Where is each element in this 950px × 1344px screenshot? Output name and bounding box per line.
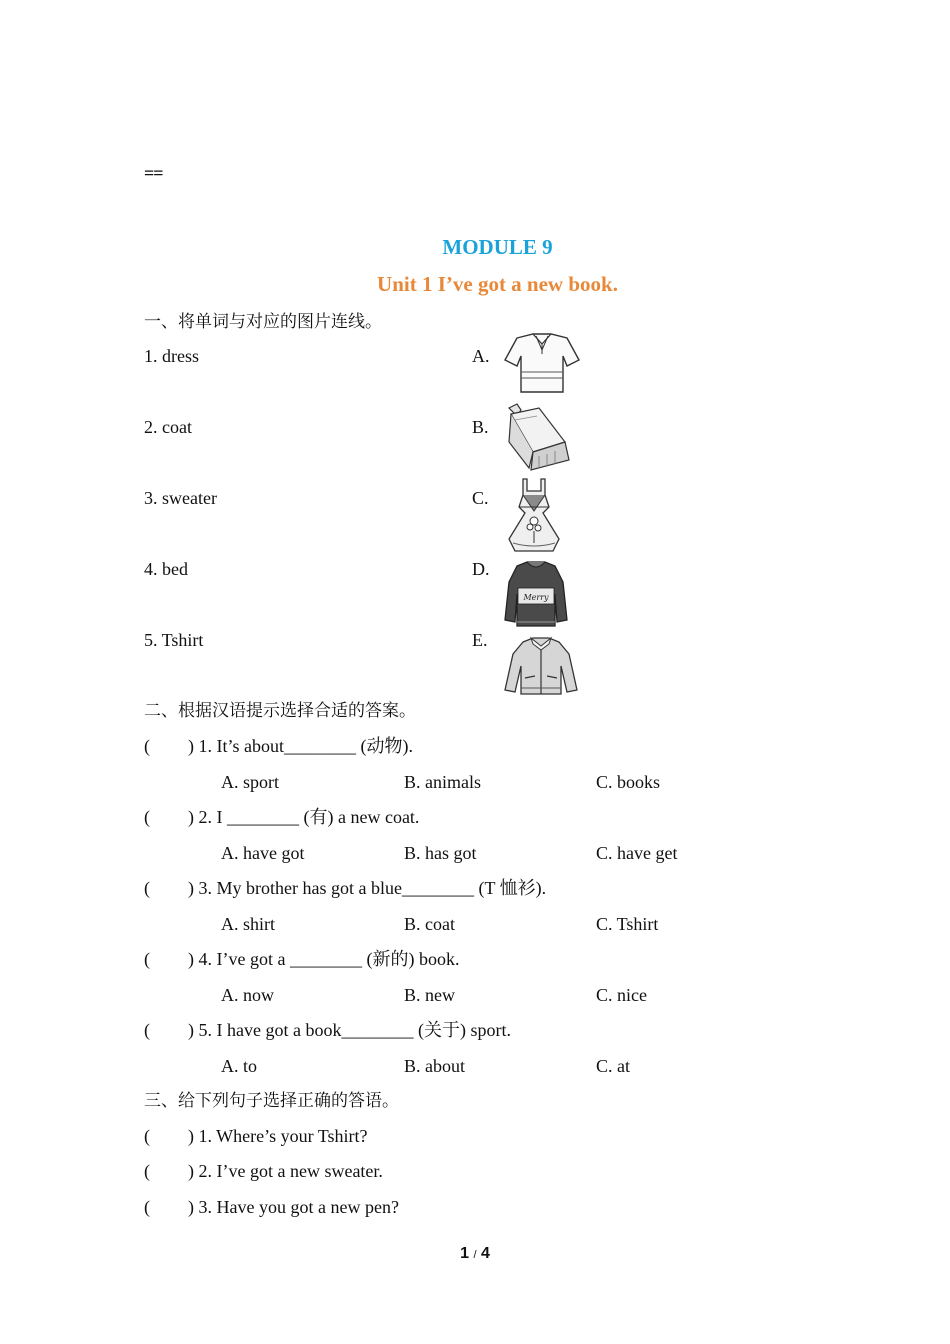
- match-letter-a: A.: [472, 346, 490, 366]
- answer-paren: (: [144, 1161, 150, 1181]
- match-letter-b: B.: [472, 417, 489, 437]
- question-text: ) 1. Where’s your Tshirt?: [188, 1126, 368, 1146]
- page-number: [0, 1243, 950, 1266]
- option-b: B. about: [404, 1056, 465, 1076]
- question-text: ) 2. I ________ (有) a new coat.: [188, 807, 420, 827]
- question-text: ) 3. My brother has got a blue________ (T 恤衫).: [188, 878, 547, 898]
- match-word-1: 1. dress: [144, 346, 199, 366]
- match-word-4: 4. bed: [144, 559, 188, 579]
- module-title: MODULE 9: [442, 235, 553, 259]
- section1-heading: 一、将单词与对应的图片连线。: [144, 312, 382, 332]
- option-c: C. nice: [596, 985, 647, 1005]
- match-word-2: 2. coat: [144, 417, 192, 437]
- page-separator: /: [473, 1249, 477, 1261]
- option-b: B. new: [404, 985, 455, 1005]
- option-c: C. at: [596, 1056, 630, 1076]
- page-current: 1: [460, 1245, 470, 1262]
- tshirt-picture: [503, 332, 581, 396]
- dress-picture: [503, 477, 565, 555]
- match-letter-d: D.: [472, 559, 490, 579]
- section2-heading: 二、根据汉语提示选择合适的答案。: [144, 701, 416, 721]
- question-text: ) 1. It’s about________ (动物).: [188, 736, 413, 756]
- match-word-5: 5. Tshirt: [144, 630, 204, 650]
- unit-title: Unit 1 I’ve got a new book.: [377, 272, 618, 296]
- option-a: A. shirt: [221, 914, 275, 934]
- answer-paren: (: [144, 1020, 150, 1040]
- question-text: ) 5. I have got a book________ (关于) sport.: [188, 1020, 511, 1040]
- option-c: C. have get: [596, 843, 678, 863]
- coat-picture: [503, 636, 579, 698]
- answer-paren: (: [144, 878, 150, 898]
- section3-heading: 三、给下列句子选择正确的答语。: [144, 1091, 399, 1111]
- answer-paren: (: [144, 1197, 150, 1217]
- header-mark: ==: [144, 163, 163, 183]
- answer-paren: (: [144, 1126, 150, 1146]
- option-a: A. sport: [221, 772, 279, 792]
- answer-paren: (: [144, 949, 150, 969]
- question-text: ) 2. I’ve got a new sweater.: [188, 1161, 383, 1181]
- option-a: A. have got: [221, 843, 305, 863]
- option-b: B. animals: [404, 772, 481, 792]
- page-total: 4: [480, 1245, 490, 1262]
- match-letter-c: C.: [472, 488, 489, 508]
- answer-paren: (: [144, 736, 150, 756]
- match-letter-e: E.: [472, 630, 488, 650]
- option-c: C. Tshirt: [596, 914, 659, 934]
- option-a: A. to: [221, 1056, 257, 1076]
- answer-paren: (: [144, 807, 150, 827]
- option-c: C. books: [596, 772, 661, 792]
- question-text: ) 3. Have you got a new pen?: [188, 1197, 399, 1217]
- sweater-picture: [503, 560, 569, 632]
- option-b: B. has got: [404, 843, 477, 863]
- option-a: A. now: [221, 985, 274, 1005]
- question-text: ) 4. I’ve got a ________ (新的) book.: [188, 949, 460, 969]
- match-word-3: 3. sweater: [144, 488, 217, 508]
- sweater-text: Merry: [523, 593, 549, 602]
- option-b: B. coat: [404, 914, 455, 934]
- bed-picture: [503, 402, 573, 472]
